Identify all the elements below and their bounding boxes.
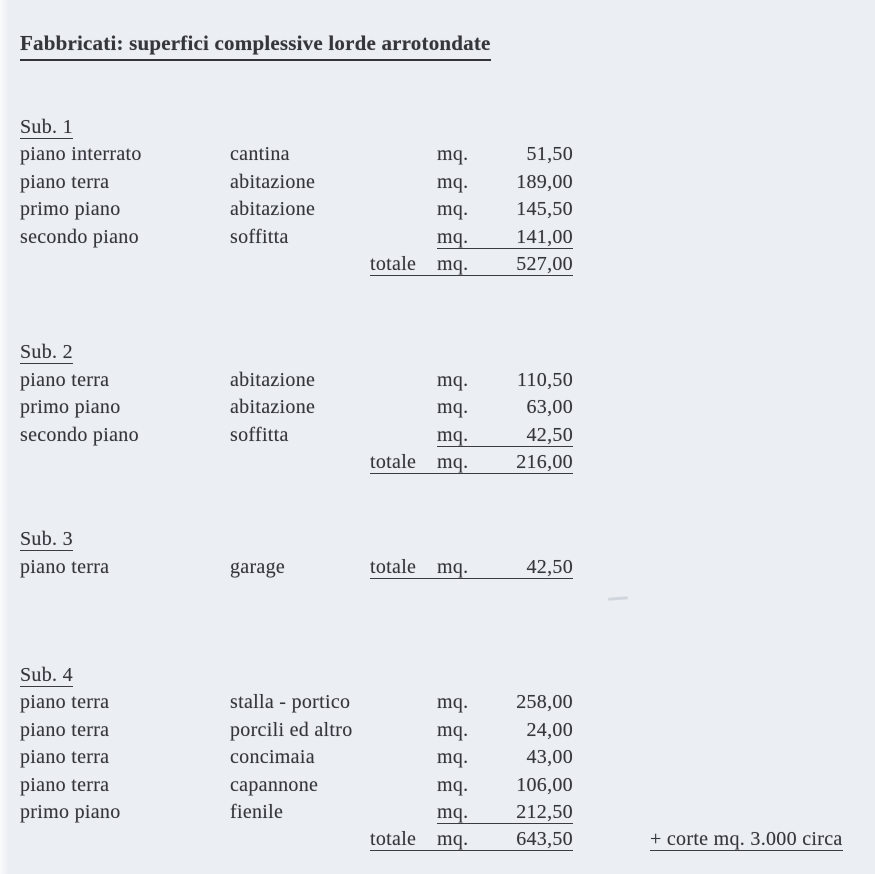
floor-cell: primo piano	[20, 801, 121, 824]
floor-cell: piano terra	[20, 746, 110, 769]
value-cell: 141,00	[516, 225, 573, 248]
value-cell: 42,50	[526, 423, 573, 446]
floor-cell: piano terra	[20, 555, 110, 578]
use-cell: soffitta	[230, 423, 289, 446]
section-heading: Sub. 4	[20, 664, 73, 687]
section-heading-row	[20, 114, 868, 141]
floor-cell: piano terra	[20, 691, 110, 714]
underline-group	[370, 449, 573, 474]
table-row	[20, 251, 868, 278]
value-cell: 258,00	[516, 691, 573, 714]
use-cell: abitazione	[230, 170, 316, 193]
underline-group	[437, 799, 573, 824]
corte-note: + corte mq. 3.000 circa	[650, 828, 843, 851]
table-row	[20, 772, 868, 799]
section	[20, 339, 868, 476]
unit-label: mq.	[437, 691, 469, 714]
totale-label	[370, 169, 437, 196]
unit-label: mq.	[437, 555, 469, 578]
floor-cell: primo piano	[20, 396, 121, 419]
section-heading: Sub. 2	[20, 341, 73, 364]
totale-label: totale	[370, 555, 417, 578]
underline-group	[437, 224, 573, 249]
table-row	[20, 141, 868, 168]
floor-cell: secondo piano	[20, 225, 139, 248]
value-cell: 24,00	[526, 718, 573, 741]
value-cell: 527,00	[516, 252, 573, 275]
table-row	[20, 449, 868, 476]
use-cell: garage	[230, 555, 286, 578]
table-row	[20, 224, 868, 251]
unit-label: mq.	[437, 718, 469, 741]
floor-cell: piano interrato	[20, 143, 142, 166]
sections-container	[20, 114, 868, 854]
floor-cell: piano terra	[20, 170, 110, 193]
unit-label: mq.	[437, 368, 469, 391]
unit-label: mq.	[437, 450, 469, 473]
table-row	[20, 744, 868, 771]
section	[20, 526, 868, 581]
totale-label	[370, 799, 437, 826]
totale-label: totale	[370, 252, 417, 275]
floor-cell: piano terra	[20, 773, 110, 796]
floor-cell: primo piano	[20, 198, 121, 221]
totale-label	[370, 772, 437, 799]
table-row	[20, 799, 868, 826]
value-cell: 212,50	[516, 801, 573, 824]
totale-label	[370, 141, 437, 168]
use-cell	[230, 449, 370, 476]
table-row	[20, 367, 868, 394]
table-row	[20, 169, 868, 196]
use-cell: abitazione	[230, 396, 316, 419]
unit-label: mq.	[437, 170, 469, 193]
value-cell: 189,00	[516, 170, 573, 193]
floor-cell	[20, 251, 230, 278]
floor-cell: secondo piano	[20, 423, 139, 446]
floor-cell: piano terra	[20, 368, 110, 391]
value-cell: 145,50	[516, 198, 573, 221]
unit-label: mq.	[437, 396, 469, 419]
underline-group	[370, 554, 573, 579]
table-row	[20, 554, 868, 581]
totale-label	[370, 224, 437, 251]
totale-label	[370, 196, 437, 223]
use-cell: stalla - portico	[230, 691, 351, 714]
section-heading: Sub. 3	[20, 528, 73, 551]
section-heading-row	[20, 526, 868, 553]
totale-label	[370, 367, 437, 394]
floor-cell: piano terra	[20, 718, 110, 741]
scan-edge	[0, 0, 8, 874]
use-cell: cantina	[230, 143, 290, 166]
unit-label: mq.	[437, 746, 469, 769]
floor-cell	[20, 449, 230, 476]
value-cell: 42,50	[526, 555, 573, 578]
section	[20, 114, 868, 278]
value-cell: 63,00	[526, 396, 573, 419]
table-row	[20, 394, 868, 421]
value-cell: 51,50	[526, 143, 573, 166]
table-row	[20, 826, 868, 853]
use-cell: porcili ed altro	[230, 718, 353, 741]
use-cell: abitazione	[230, 368, 316, 391]
value-cell: 216,00	[516, 450, 573, 473]
underline-group	[370, 826, 573, 851]
unit-label: mq.	[437, 773, 469, 796]
page-title	[20, 31, 868, 61]
unit-label: mq.	[437, 801, 469, 824]
unit-label: mq.	[437, 423, 469, 446]
use-cell: concimaia	[230, 746, 315, 769]
totale-label	[370, 717, 437, 744]
value-cell: 43,00	[526, 746, 573, 769]
unit-label: mq.	[437, 828, 469, 851]
section-heading-row	[20, 339, 868, 366]
section-heading-row	[20, 662, 868, 689]
value-cell: 110,50	[516, 368, 573, 391]
table-row	[20, 689, 868, 716]
value-cell: 106,00	[516, 773, 573, 796]
value-cell: 643,50	[516, 828, 573, 851]
use-cell: soffitta	[230, 225, 289, 248]
totale-label	[370, 422, 437, 449]
underline-group	[437, 422, 573, 447]
totale-label: totale	[370, 828, 417, 851]
floor-cell	[20, 826, 230, 853]
underline-group	[370, 251, 573, 276]
totale-label	[370, 744, 437, 771]
use-cell: abitazione	[230, 198, 316, 221]
use-cell: capannone	[230, 773, 319, 796]
table-row	[20, 196, 868, 223]
unit-label: mq.	[437, 252, 469, 275]
unit-label: mq.	[437, 225, 469, 248]
use-cell	[230, 251, 370, 278]
use-cell: fienile	[230, 801, 284, 824]
totale-label	[370, 689, 437, 716]
unit-label: mq.	[437, 198, 469, 221]
section	[20, 662, 868, 854]
table-row	[20, 717, 868, 744]
table-row	[20, 422, 868, 449]
document-page	[20, 0, 868, 854]
page-title-text: Fabbricati: superfici complessive lorde arrotondate	[20, 31, 491, 61]
use-cell	[230, 826, 370, 853]
totale-label: totale	[370, 450, 417, 473]
totale-label	[370, 394, 437, 421]
section-heading: Sub. 1	[20, 116, 73, 138]
unit-label: mq.	[437, 143, 469, 166]
